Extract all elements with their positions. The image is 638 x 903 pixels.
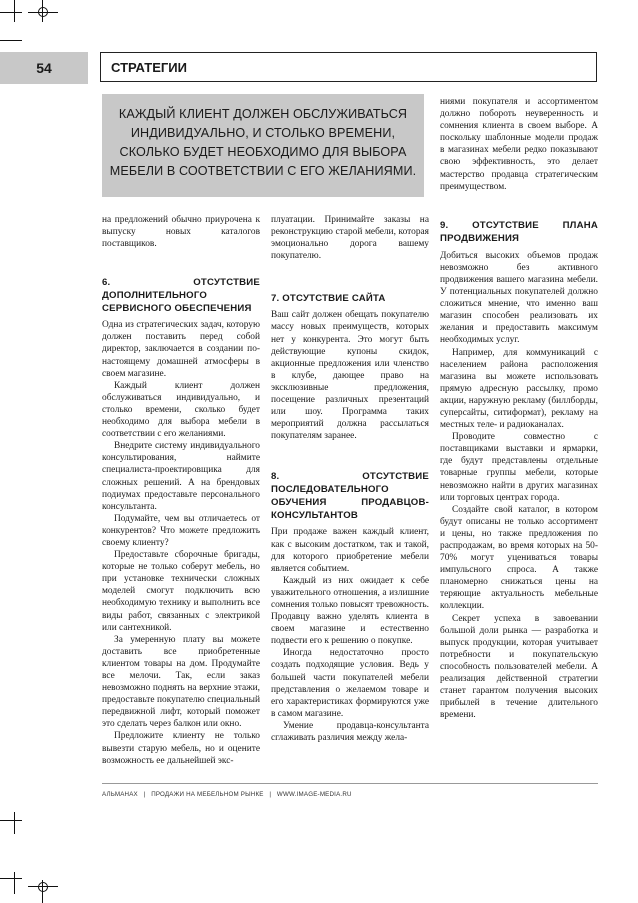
heading-8: 8. ОТСУТСТВИЕ ПОСЛЕДОВАТЕЛЬНОГО ОБУЧЕНИЯ ПРОДАВЦОВ-КОНСУЛЬТАНТОВ xyxy=(271,471,429,522)
column-1 xyxy=(102,214,260,767)
paragraph: Одна из стратегических задач, которую должен поставить перед собой директор, заключается в создании по-настоящему домашней атмосферы в своем магазине. xyxy=(102,320,260,379)
footer-almanac: АЛЬМАНАХ xyxy=(102,791,138,798)
paragraph: Секрет успеха в завоевании большой доли рынка — разработка и выпуск продукции, которая учитывает потребности и покупательскую способность пользователей мебели. А реализация действенной стратегии станет гарантом получения высоких прибылей в течение длительного времени. xyxy=(440,613,598,721)
col2-intro: плуатации. Принимайте заказы на реконструкцию старой мебели, которая эмоционально дорога вашему покупателю. xyxy=(271,215,429,262)
footer-url: WWW.IMAGE-MEDIA.RU xyxy=(276,791,352,798)
paragraph: Ваш сайт должен обещать покупателю массу новых преимуществ, которых нет у конкурента. Это могут быть действующие купоны скидок, акционные предложения или членство в клубе, дающее право на эксклюзивные предложения, посещение различных презентаций или шоу. Программа таких мероприятий должна рассылаться покупателям заранее. xyxy=(271,310,429,442)
paragraph: Каждый клиент должен обслуживаться индивидуально, и столько времени, сколько будет необходимо для выбора мебели в соответствии с его желаниями. xyxy=(102,380,260,440)
paragraph: Внедрите систему индивидуального консультирования, наймите специалиста-проектировщика для сложных решений. А на брендовых подиумах предоставьте персонального консультанта. xyxy=(102,441,260,512)
section-header: СТРАТЕГИИ xyxy=(100,52,597,82)
col3-intro: ниями покупателя и ассортиментом должно побороть неуверенность и сомнения клиента в своем выборе. А поскольку шаблонные модели продаж в магазинах мебели редко показывают свою эффективность, это делает мастерство продавца стратегическим преимуществом. xyxy=(440,97,598,192)
paragraph: Создайте свой каталог, в котором будут описаны не только ассортимент и цены, но также предложения по распродажам, во время которых на 50-70% могут уцениваться товары импульсного спроса. А также планомерно снижаться цены на теряющие актуальность мебельные коллекции. xyxy=(440,504,598,612)
col1-intro: на предложений обычно приурочена к выпуску новых каталогов поставщиков. xyxy=(102,215,260,250)
heading-7: 7. ОТСУТСТВИЕ САЙТА xyxy=(271,293,386,305)
paragraph: Проводите совместно с поставщиками выставки и ярмарки, где будут представлены отдельные товарные группы мебели, которые невозможно найти в других магазинах или торговых центрах города. xyxy=(440,432,598,503)
column-2 xyxy=(271,214,429,744)
paragraph: Предоставьте сборочные бригады, которые не только соберут мебель, но при установке технически сложных моделей смогут подключить всю необходимую технику и выполнить все виды работ, связанных с электрикой или сантехникой. xyxy=(102,550,260,633)
paragraph: Например, для коммуникаций с населением района расположения магазина вы можете использовать прямую адресную рассылку, промо акции, наружную рекламу (биллборды, суперсайты, ситиформат), рекламу на местных теле- и радиоканалах. xyxy=(440,347,598,431)
paragraph: При продаже важен каждый клиент, как с высоким достатком, так и такой, для которого приобретение мебели является событием. xyxy=(271,527,429,574)
footer xyxy=(102,791,352,798)
paragraph: Предложите клиенту не только вывезти старую мебель, но и оцените возможность ее дальнейшей экс- xyxy=(102,731,260,766)
footer-divider xyxy=(102,783,598,784)
pull-quote: КАЖДЫЙ КЛИЕНТ ДОЛЖЕН ОБСЛУЖИВАТЬСЯ ИНДИВИДУАЛЬНО, И СТОЛЬКО ВРЕМЕНИ, СКОЛЬКО БУДЕТ НЕОБХОДИМО ДЛЯ ВЫБОРА МЕБЕЛИ В СООТВЕТСТВИИ С ЕГО ЖЕЛАНИЯМИ. xyxy=(102,94,424,197)
paragraph: Добиться высоких объемов продаж невозможно без активного продвижения вашего магазина мебели. У потенциальных покупателей должно сложиться мнение, что именно ваш магазин способен реализовать их желания и предоставить максимум необходимых услуг. xyxy=(440,250,598,346)
paragraph: За умеренную плату вы можете доставить все приобретенные клиентом товары на дом. Продумайте все мелочи. Так, если заказ невозможно поднять на верхние этажи, предоставьте покупателю специальный передвижной лифт, который поможет это сделать через балкон или окно. xyxy=(102,634,260,730)
footer-separator: | xyxy=(269,791,272,798)
paragraph: Иногда недостаточно просто создать подходящие условия. Ведь у большей части покупателей мебели представления о желаемом товаре и его характеристиках формируются уже в самом магазине. xyxy=(271,648,429,719)
heading-6: 6. ОТСУТСТВИЕ ДОПОЛНИТЕЛЬНОГО СЕРВИСНОГО ОБЕСПЕЧЕНИЯ xyxy=(102,277,260,315)
paragraph: Подумайте, чем вы отличаетесь от конкурентов? Что можете предложить своему клиенту? xyxy=(102,513,260,548)
paragraph: Каждый из них ожидает к себе уважительного отношения, а излишние сомнения только повысят тревожность. Продавцу важно уделять клиента в своем магазине и естественно подвести его к решению о покупке. xyxy=(271,575,429,647)
page-number: 54 xyxy=(0,52,88,84)
column-3 xyxy=(440,96,598,721)
footer-separator: | xyxy=(143,791,146,798)
footer-title: ПРОДАЖИ НА МЕБЕЛЬНОМ РЫНКЕ xyxy=(151,791,264,798)
heading-9: 9. ОТСУТСТВИЕ ПЛАНА ПРОДВИЖЕНИЯ xyxy=(440,219,598,244)
paragraph: Умение продавца-консультанта сглаживать различия между жела- xyxy=(271,720,429,743)
